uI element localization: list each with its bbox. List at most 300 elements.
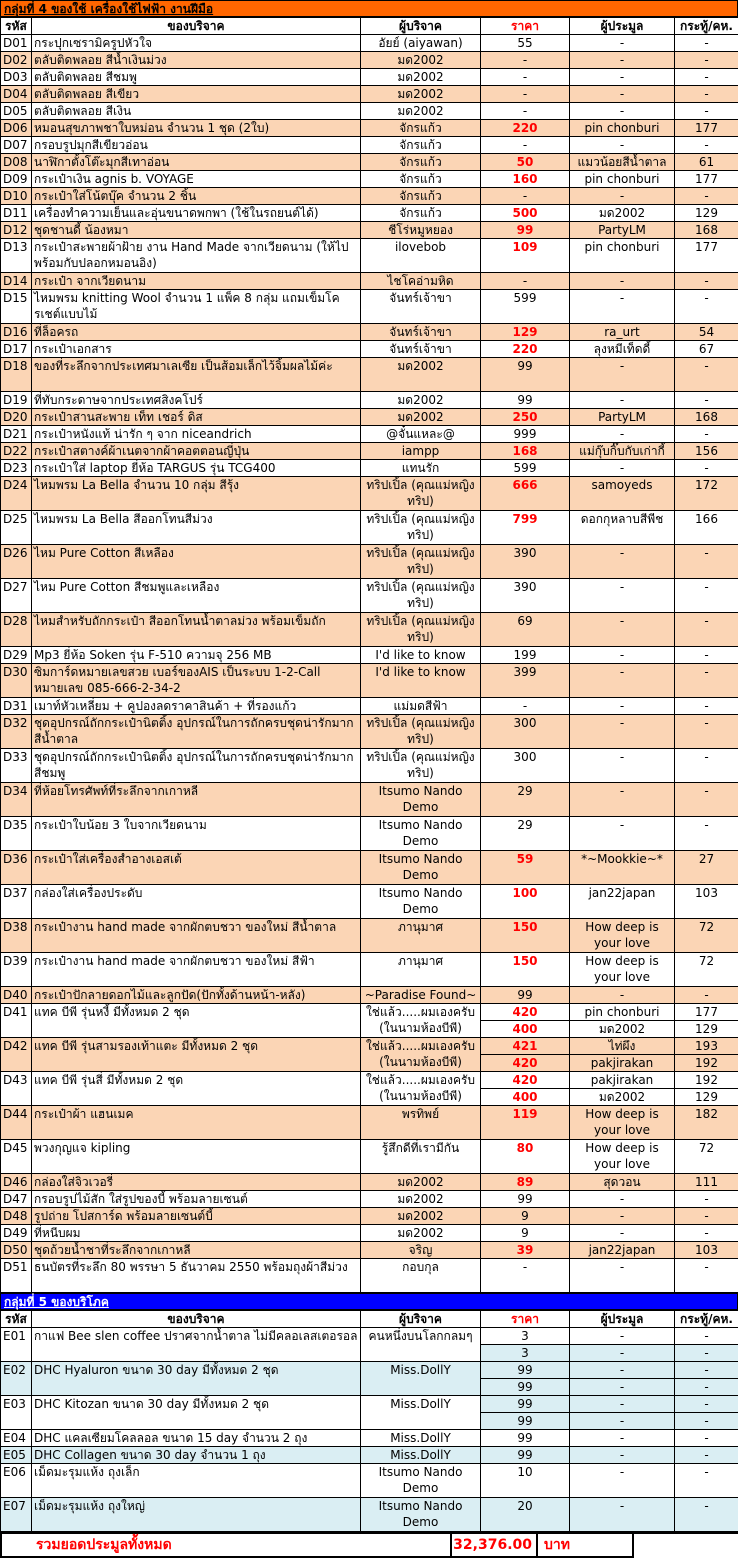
cell-thread: 192 (675, 1072, 738, 1089)
cell-donor: ทริปเปิ้ล (คุณแม่หญิงทริป) (361, 613, 481, 647)
cell-price: 220 (481, 341, 570, 358)
cell-price: 9 (481, 1208, 570, 1225)
cell-bidder: PartyLM (570, 409, 675, 426)
cell-item: กระเป๋าใส่เครื่องสำอางเอสเต้ (32, 851, 361, 885)
cell-price: 400 (481, 1021, 570, 1038)
cell-bidder: - (570, 698, 675, 715)
cell-item: กระเป๋าเอกสาร (32, 341, 361, 358)
cell-bidder: มด2002 (570, 205, 675, 222)
cell-donor: iampp (361, 443, 481, 460)
cell-price: 799 (481, 511, 570, 545)
cell-price: 119 (481, 1106, 570, 1140)
cell-thread: - (675, 1345, 738, 1362)
col-header-price: ราคา (481, 1311, 570, 1328)
cell-code: D26 (1, 545, 32, 579)
cell-donor: มด2002 (361, 1191, 481, 1208)
cell-donor: Miss.DollY (361, 1362, 481, 1396)
cell-code: D36 (1, 851, 32, 885)
cell-price: - (481, 69, 570, 86)
cell-price: 99 (481, 1396, 570, 1413)
cell-code: D38 (1, 919, 32, 953)
cell-item: กระเป๋าหนังแท้ น่ารัก ๆ จาก niceandrich (32, 426, 361, 443)
cell-donor: I'd like to know (361, 647, 481, 664)
cell-price: 160 (481, 171, 570, 188)
cell-price: 999 (481, 426, 570, 443)
cell-thread: - (675, 35, 738, 52)
cell-donor: จักรแก้ว (361, 205, 481, 222)
cell-price: 250 (481, 409, 570, 426)
cell-bidder: - (570, 545, 675, 579)
cell-thread: - (675, 1396, 738, 1413)
cell-thread: - (675, 1225, 738, 1242)
cell-donor: มด2002 (361, 103, 481, 120)
cell-code: D41 (1, 1004, 32, 1038)
cell-price: 300 (481, 749, 570, 783)
cell-thread: - (675, 698, 738, 715)
cell-code: D23 (1, 460, 32, 477)
cell-bidder: samoyeds (570, 477, 675, 511)
cell-item: เมาท์หัวเหลี่ยม + คูปองลดราคาสินค้า + ที่รองแก้ว (32, 698, 361, 715)
table-row (1, 1208, 738, 1225)
cell-item: ธนบัตรที่ระลึก 80 พรรษา 5 ธันวาคม 2550 พร้อมถุงผ้าสีม่วง (32, 1259, 361, 1293)
cell-price: 99 (481, 1413, 570, 1430)
cell-thread: 67 (675, 341, 738, 358)
cell-donor: จันทร์เจ้าขา (361, 290, 481, 324)
cell-item: นาฬิกาตั้งโต๊ะมุกสีเทาอ่อน (32, 154, 361, 171)
cell-thread: 177 (675, 239, 738, 273)
cell-code: D15 (1, 290, 32, 324)
cell-thread: 54 (675, 324, 738, 341)
table-row (1, 35, 738, 52)
table-row (1, 1328, 738, 1345)
cell-thread: 168 (675, 409, 738, 426)
cell-thread: - (675, 392, 738, 409)
cell-code: D01 (1, 35, 32, 52)
cell-price: 55 (481, 35, 570, 52)
cell-bidder: - (570, 1362, 675, 1379)
cell-code: D47 (1, 1191, 32, 1208)
cell-donor: Miss.DollY (361, 1447, 481, 1464)
cell-code: D20 (1, 409, 32, 426)
cell-price: 420 (481, 1004, 570, 1021)
cell-thread: - (675, 52, 738, 69)
cell-price: 599 (481, 460, 570, 477)
table-row (1, 477, 738, 511)
cell-donor: จักรแก้ว (361, 120, 481, 137)
cell-donor: Miss.DollY (361, 1430, 481, 1447)
cell-item: รูปถ่าย โปสการ์ด พร้อมลายเซนต์บี้ (32, 1208, 361, 1225)
cell-thread: - (675, 817, 738, 851)
cell-price: 199 (481, 647, 570, 664)
table-row (1, 443, 738, 460)
cell-price: - (481, 103, 570, 120)
col-header-bidder: ผู้ประมูล (570, 18, 675, 35)
cell-thread: 103 (675, 1242, 738, 1259)
cell-thread: 129 (675, 205, 738, 222)
cell-item: กระเป๋าปักลายดอกไม้และลูกปัด(ปักทั้งด้านหน้า-หลัง) (32, 987, 361, 1004)
table-row (1, 205, 738, 222)
cell-thread: - (675, 749, 738, 783)
cell-donor: มด2002 (361, 1174, 481, 1191)
header-row (1, 18, 738, 35)
table-row (1, 1242, 738, 1259)
cell-donor: อัยย์ (aiyawan) (361, 35, 481, 52)
cell-code: D07 (1, 137, 32, 154)
cell-thread: - (675, 426, 738, 443)
cell-donor: ใช่แล้ว.....ผมเองครับ (ในนามห้องบีพี) (361, 1004, 481, 1038)
cell-bidder: - (570, 783, 675, 817)
cell-item: ซิมการ์ดหมายเลขสวย เบอร์ของAIS เป็นระบบ 1-2-Call หมายเลข 085-666-2-34-2 (32, 664, 361, 698)
cell-item: ที่หนีบผม (32, 1225, 361, 1242)
table-row (1, 647, 738, 664)
cell-bidder: - (570, 290, 675, 324)
cell-thread: 177 (675, 120, 738, 137)
cell-price: 666 (481, 477, 570, 511)
cell-thread: - (675, 1208, 738, 1225)
cell-item: กาแฟ Bee slen coffee ปราศจากน้ำตาล ไม่มีคลอเลสเตอรอล (32, 1328, 361, 1362)
table-row (1, 392, 738, 409)
cell-bidder: - (570, 426, 675, 443)
cell-code: D43 (1, 1072, 32, 1106)
cell-donor: I'd like to know (361, 664, 481, 698)
cell-bidder: - (570, 817, 675, 851)
cell-bidder: ra_urt (570, 324, 675, 341)
table-row (1, 137, 738, 154)
total-unit: บาท (538, 1534, 634, 1558)
header-row (1, 1311, 738, 1328)
table-row (1, 1072, 738, 1089)
cell-bidder: ดอกกุหลาบสีพีช (570, 511, 675, 545)
cell-bidder: - (570, 1498, 675, 1532)
cell-code: D02 (1, 52, 32, 69)
cell-code: D40 (1, 987, 32, 1004)
cell-code: D48 (1, 1208, 32, 1225)
table-row (1, 817, 738, 851)
cell-item: ไหมสำหรับถักกระเป๋า สีออกโทนน้ำตาลม่วง พร้อมเข็มถัก (32, 613, 361, 647)
table-row (1, 1447, 738, 1464)
cell-donor: ภานุมาศ (361, 919, 481, 953)
cell-donor: พรทิพย์ (361, 1106, 481, 1140)
table-row (1, 358, 738, 392)
cell-donor: Itsumo Nando Demo (361, 817, 481, 851)
cell-bidder: - (570, 1345, 675, 1362)
table-row (1, 1362, 738, 1379)
table-row (1, 1191, 738, 1208)
cell-item: ไหม Pure Cotton สีเหลือง (32, 545, 361, 579)
cell-thread: 177 (675, 1004, 738, 1021)
col-header-price: ราคา (481, 18, 570, 35)
cell-code: D16 (1, 324, 32, 341)
cell-donor: ใช่แล้ว.....ผมเองครับ (ในนามห้องบีพี) (361, 1072, 481, 1106)
cell-price: 29 (481, 817, 570, 851)
cell-bidder: pin chonburi (570, 120, 675, 137)
cell-donor: จักรแก้ว (361, 188, 481, 205)
table-row (1, 664, 738, 698)
cell-item: กระเป๋าผ้า แฮนเมค (32, 1106, 361, 1140)
cell-price: 20 (481, 1498, 570, 1532)
cell-bidder: - (570, 1328, 675, 1345)
cell-bidder: - (570, 137, 675, 154)
table-row (1, 1004, 738, 1021)
cell-bidder: ลุงหมีเท็ดดี้ (570, 341, 675, 358)
table-row (1, 1464, 738, 1498)
cell-donor: จักรแก้ว (361, 137, 481, 154)
cell-item: DHC Kitozan ขนาด 30 day มีทั้งหมด 2 ชุด (32, 1396, 361, 1430)
total-row (0, 1532, 738, 1558)
cell-donor: คนหนึ่งบนโลกกลมๆ (361, 1328, 481, 1362)
table-row (1, 103, 738, 120)
cell-price: 69 (481, 613, 570, 647)
cell-bidder: pin chonburi (570, 1004, 675, 1021)
cell-bidder: - (570, 579, 675, 613)
cell-thread: - (675, 1328, 738, 1345)
table-row (1, 154, 738, 171)
cell-bidder: - (570, 35, 675, 52)
cell-item: กระเป๋าใส่ laptop ยี่ห้อ TARGUS รุ่น TCG400 (32, 460, 361, 477)
cell-item: กล่องใส่จิวเวอรี่ (32, 1174, 361, 1191)
cell-bidder: - (570, 1191, 675, 1208)
cell-price: 29 (481, 783, 570, 817)
cell-item: กระเป๋าสตางค์ผ้าเนตจากผ้าคอตตอนญี่ปุ่น (32, 443, 361, 460)
cell-code: E05 (1, 1447, 32, 1464)
cell-thread: - (675, 1191, 738, 1208)
cell-donor: มด2002 (361, 86, 481, 103)
cell-code: D50 (1, 1242, 32, 1259)
cell-bidder: How deep is your love (570, 1140, 675, 1174)
cell-code: D44 (1, 1106, 32, 1140)
cell-price: - (481, 698, 570, 715)
cell-code: D34 (1, 783, 32, 817)
cell-thread: - (675, 1464, 738, 1498)
cell-donor: ทริปเปิ้ล (คุณแม่หญิงทริป) (361, 545, 481, 579)
cell-donor: Miss.DollY (361, 1396, 481, 1430)
cell-bidder: - (570, 86, 675, 103)
cell-thread: 172 (675, 477, 738, 511)
cell-thread: 166 (675, 511, 738, 545)
cell-thread: - (675, 103, 738, 120)
cell-bidder: - (570, 1430, 675, 1447)
cell-thread: 193 (675, 1038, 738, 1055)
cell-code: D18 (1, 358, 32, 392)
cell-item: ไหมพรม La Bella จำนวน 10 กลุ่ม สีรุ้ง (32, 477, 361, 511)
cell-item: ชุดถ้วยน้ำชาที่ระลึกจากเกาหลี (32, 1242, 361, 1259)
cell-item: พวงกุญแจ kipling (32, 1140, 361, 1174)
cell-thread: - (675, 358, 738, 392)
cell-code: E03 (1, 1396, 32, 1430)
cell-thread: - (675, 188, 738, 205)
cell-item: กระเป๋าใบน้อย 3 ใบจากเวียดนาม (32, 817, 361, 851)
cell-item: กระเป๋างาน hand made จากผักตบชวา ของใหม่ สีน้ำตาล (32, 919, 361, 953)
cell-bidder: - (570, 392, 675, 409)
cell-code: D04 (1, 86, 32, 103)
cell-price: 99 (481, 392, 570, 409)
table-row (1, 613, 738, 647)
cell-price: - (481, 1259, 570, 1293)
cell-thread: - (675, 545, 738, 579)
cell-bidder: jan22japan (570, 1242, 675, 1259)
cell-thread: - (675, 647, 738, 664)
cell-thread: - (675, 1498, 738, 1532)
cell-bidder: - (570, 1413, 675, 1430)
cell-price: 150 (481, 919, 570, 953)
cell-donor: แทนรัก (361, 460, 481, 477)
cell-donor: จักรแก้ว (361, 154, 481, 171)
table-row (1, 188, 738, 205)
cell-item: กรอบรูปมุกสีเขียวอ่อน (32, 137, 361, 154)
cell-code: D08 (1, 154, 32, 171)
table-row (1, 460, 738, 477)
cell-bidder: *~Mookkie~* (570, 851, 675, 885)
table-row (1, 749, 738, 783)
cell-price: - (481, 52, 570, 69)
cell-price: 3 (481, 1328, 570, 1345)
cell-donor: Itsumo Nando Demo (361, 851, 481, 885)
cell-thread: - (675, 987, 738, 1004)
table-row (1, 290, 738, 324)
cell-item: ที่ล็อครถ (32, 324, 361, 341)
cell-item: กระเป๋า จากเวียดนาม (32, 273, 361, 290)
cell-donor: ภานุมาศ (361, 953, 481, 987)
cell-thread: 72 (675, 919, 738, 953)
col-header-code: รหัส (1, 18, 32, 35)
cell-thread: 168 (675, 222, 738, 239)
cell-price: 399 (481, 664, 570, 698)
cell-thread: - (675, 1430, 738, 1447)
cell-item: เครื่องทำความเย็นและอุ่นขนาดพกพา (ใช้ในรถยนต์ได้) (32, 205, 361, 222)
cell-item: กระปุกเซรามิครูปหัวใจ (32, 35, 361, 52)
table-row (1, 1174, 738, 1191)
table-row (1, 1225, 738, 1242)
table-row (1, 1038, 738, 1055)
table-row (1, 545, 738, 579)
cell-code: E06 (1, 1464, 32, 1498)
cell-bidder: - (570, 1259, 675, 1293)
cell-price: 390 (481, 579, 570, 613)
cell-bidder: - (570, 664, 675, 698)
cell-bidder: - (570, 52, 675, 69)
table-row (1, 987, 738, 1004)
cell-bidder: สุดวอน (570, 1174, 675, 1191)
cell-bidder: - (570, 1447, 675, 1464)
cell-code: D39 (1, 953, 32, 987)
cell-bidder: - (570, 613, 675, 647)
cell-thread: 129 (675, 1021, 738, 1038)
cell-code: D24 (1, 477, 32, 511)
table-row (1, 1140, 738, 1174)
cell-donor: ทริปเปิ้ล (คุณแม่หญิงทริป) (361, 749, 481, 783)
table-row (1, 885, 738, 919)
cell-price: 99 (481, 222, 570, 239)
cell-code: D31 (1, 698, 32, 715)
cell-price: - (481, 137, 570, 154)
cell-code: D06 (1, 120, 32, 137)
cell-item: DHC Collagen ขนาด 30 day จำนวน 1 ถุง (32, 1447, 361, 1464)
cell-donor: ชีโร่หมูหยอง (361, 222, 481, 239)
cell-price: - (481, 86, 570, 103)
cell-bidder: jan22japan (570, 885, 675, 919)
cell-code: D11 (1, 205, 32, 222)
cell-price: 150 (481, 953, 570, 987)
cell-item: เม็ดมะรุมแห้ง ถุงเล็ก (32, 1464, 361, 1498)
cell-thread: 61 (675, 154, 738, 171)
cell-price: 220 (481, 120, 570, 137)
cell-item: ที่ทับกระดาษจากประเทศสิงคโปร์ (32, 392, 361, 409)
cell-price: - (481, 273, 570, 290)
cell-item: กล่องใส่เครื่องประดับ (32, 885, 361, 919)
col-header-bidder: ผู้ประมูล (570, 1311, 675, 1328)
table-row (1, 86, 738, 103)
cell-bidder: pin chonburi (570, 171, 675, 188)
cell-donor: Itsumo Nando Demo (361, 1464, 481, 1498)
cell-item: ไหม Pure Cotton สีชมพูและเหลือง (32, 579, 361, 613)
col-header-code: รหัส (1, 1311, 32, 1328)
cell-donor: มด2002 (361, 392, 481, 409)
cell-donor: ใช่แล้ว.....ผมเองครับ (ในนามห้องบีพี) (361, 1038, 481, 1072)
cell-thread: - (675, 664, 738, 698)
cell-code: D35 (1, 817, 32, 851)
cell-code: D32 (1, 715, 32, 749)
cell-price: 421 (481, 1038, 570, 1055)
table-row (1, 698, 738, 715)
cell-price: 100 (481, 885, 570, 919)
cell-donor: มด2002 (361, 358, 481, 392)
table-row (1, 52, 738, 69)
cell-code: D13 (1, 239, 32, 273)
cell-donor: มด2002 (361, 52, 481, 69)
cell-donor: กอบกุล (361, 1259, 481, 1293)
cell-bidder: - (570, 715, 675, 749)
cell-bidder: - (570, 69, 675, 86)
group4-title-bar (0, 0, 738, 17)
table-row (1, 1396, 738, 1413)
table-row (1, 511, 738, 545)
cell-item: ไหมพรม knitting Wool จำนวน 1 แพ็ค 8 กลุ่ม แถมเข็มโครเชต์แบบไม้ (32, 290, 361, 324)
cell-thread: 72 (675, 1140, 738, 1174)
cell-item: DHC แคลเซียมโคลลอล ขนาด 15 day จำนวน 2 ถุง (32, 1430, 361, 1447)
cell-price: 129 (481, 324, 570, 341)
cell-bidder: มด2002 (570, 1021, 675, 1038)
cell-price: 390 (481, 545, 570, 579)
cell-code: E04 (1, 1430, 32, 1447)
cell-price: 99 (481, 1447, 570, 1464)
cell-item: แทค บีพี รุ่นหงี้ มีทั้งหมด 2 ชุด (32, 1004, 361, 1038)
cell-donor: ~Paradise Found~ (361, 987, 481, 1004)
cell-price: 99 (481, 1191, 570, 1208)
cell-item: DHC Hyaluron ขนาด 30 day มีทั้งหมด 2 ชุด (32, 1362, 361, 1396)
cell-price: 99 (481, 1379, 570, 1396)
cell-bidder: PartyLM (570, 222, 675, 239)
cell-donor: จริญ (361, 1242, 481, 1259)
cell-donor: ทริปเปิ้ล (คุณแม่หญิงทริป) (361, 477, 481, 511)
cell-bidder: - (570, 987, 675, 1004)
cell-code: D37 (1, 885, 32, 919)
cell-thread: 156 (675, 443, 738, 460)
cell-donor: @จั๋นแหละ@ (361, 426, 481, 443)
cell-donor: จันทร์เจ้าขา (361, 341, 481, 358)
cell-price: 109 (481, 239, 570, 273)
cell-bidder: - (570, 1225, 675, 1242)
cell-bidder: - (570, 1396, 675, 1413)
cell-code: D49 (1, 1225, 32, 1242)
cell-price: 99 (481, 1362, 570, 1379)
table-row (1, 171, 738, 188)
cell-thread: - (675, 137, 738, 154)
cell-thread: 192 (675, 1055, 738, 1072)
cell-donor: Itsumo Nando Demo (361, 783, 481, 817)
cell-item: ชุดอุปกรณ์ถักกระเป๋านิตติ้ง อุปกรณ์ในการถักครบชุดน่ารักมากสีชมพู (32, 749, 361, 783)
cell-donor: ทริปเปิ้ล (คุณแม่หญิงทริป) (361, 511, 481, 545)
cell-price: 89 (481, 1174, 570, 1191)
